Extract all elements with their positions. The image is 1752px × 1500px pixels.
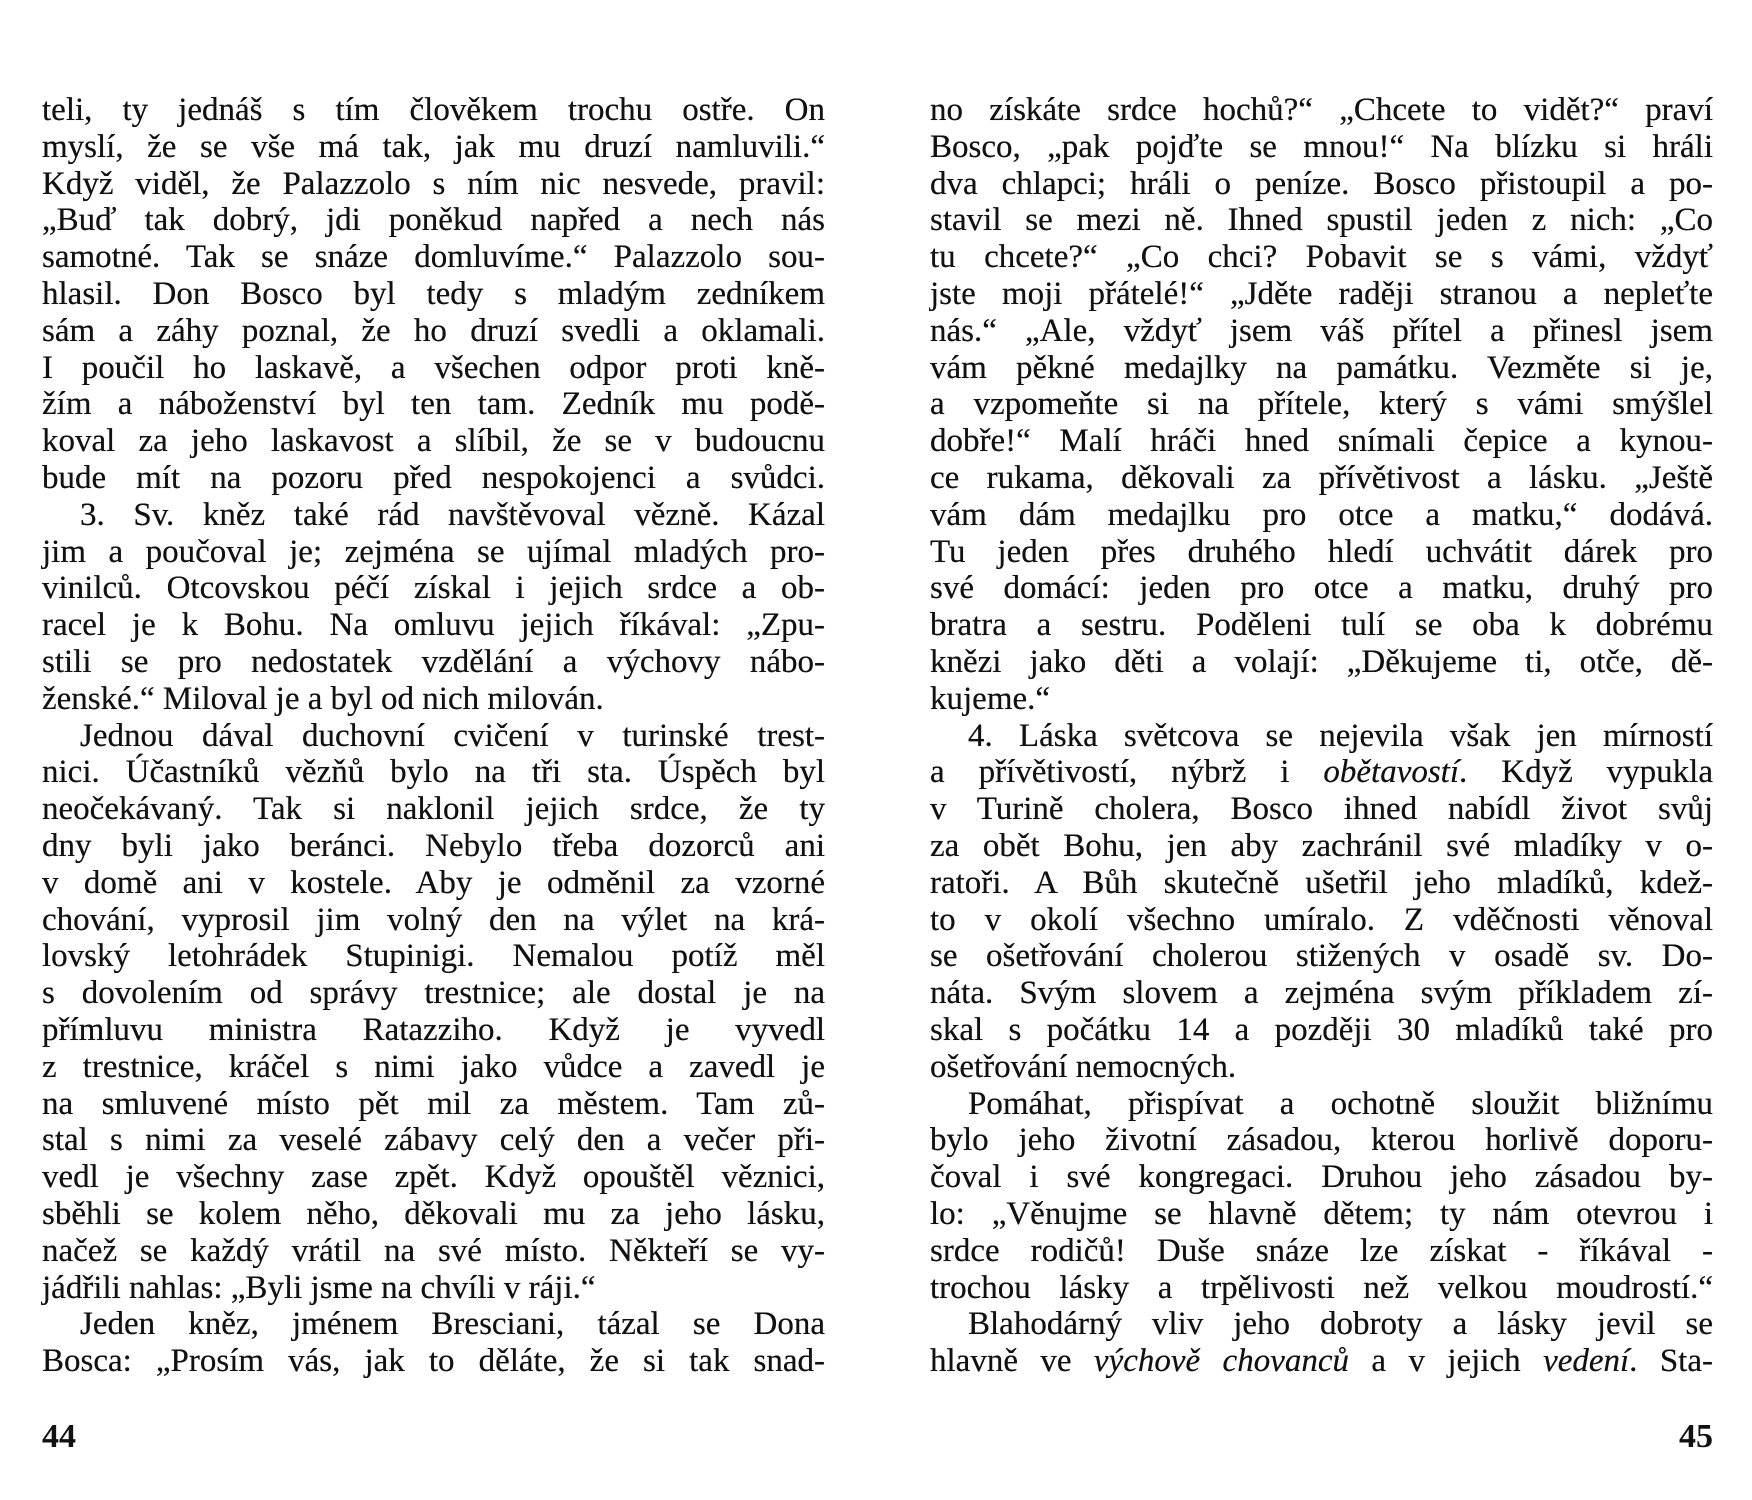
text-line: vedl je všechny zase zpět. Když opouštěl věznici, [42, 1159, 825, 1196]
text-line: neočekávaný. Tak si naklonil jejich srdce, že ty [42, 791, 825, 828]
text-line: ženské.“ Miloval je a byl od nich milován. [42, 680, 604, 717]
text-line: lo: „Věnujme se hlavně dětem; ty nám otevrou i [930, 1195, 1713, 1232]
text-line: stavil se mezi ně. Ihned spustil jeden z nich: „Co [930, 202, 1713, 239]
text-line: myslí, že se vše má tak, jak mu druzí namluvili.“ [42, 128, 825, 165]
text-segment: hlavně ve [930, 1343, 1094, 1380]
text-line: racel je k Bohu. Na omluvu jejich říkával: „Zpu- [42, 607, 825, 644]
text-line: Bosca: „Prosím vás, jak to děláte, že si tak snad- [42, 1343, 825, 1380]
italic-text: vedení [1543, 1343, 1630, 1380]
text-line: 3. Sv. kněz také rád navštěvoval vězně. Kázal [80, 496, 825, 533]
text-line: kujeme.“ [930, 680, 1051, 717]
text-line: své domácí: jeden pro otce a matku, druhý pro [930, 570, 1713, 607]
text-line: ratoři. A Bůh skutečně ušetřil jeho mladíků, kdež- [930, 864, 1713, 901]
text-line: žím a náboženství byl ten tam. Zedník mu podě- [42, 386, 825, 423]
text-segment: a v jejich [1349, 1343, 1544, 1380]
text-line: skal s počátku 14 a později 30 mladíků také pro [930, 1011, 1713, 1048]
text-line: 4. Láska světcova se nejevila však jen mírností [968, 717, 1713, 754]
text-line: to v okolí všechno umíralo. Z vděčnosti věnoval [930, 901, 1713, 938]
text-line: dobře!“ Malí hráči hned snímali čepice a kynou- [930, 423, 1713, 460]
text-line: čoval i své kongregaci. Druhou jeho zásadou by- [930, 1159, 1713, 1196]
text-line: vám pěkné medajlky na památku. Vezměte si je, [930, 349, 1713, 386]
text-line: jádřili nahlas: „Byli jsme na chvíli v ráji.“ [42, 1269, 596, 1306]
text-line: Jednou dával duchovní cvičení v turinské trest- [80, 717, 825, 754]
text-line: v domě ani v kostele. Aby je odměnil za vzorné [42, 864, 825, 901]
text-line: stili se pro nedostatek vzdělání a výchovy nábo- [42, 643, 825, 680]
text-line: srdce rodičů! Duše snáze lze získat - říkával - [930, 1232, 1713, 1269]
text-line: a vzpomeňte si na přítele, který s vámi smýšlel [930, 386, 1713, 423]
text-line: bylo jeho životní zásadou, kterou horlivě doporu- [930, 1122, 1713, 1159]
text-line: samotné. Tak se snáze domluvíme.“ Palazzolo sou- [42, 239, 825, 276]
text-line: vinilců. Otcovskou péčí získal i jejich srdce a ob- [42, 570, 825, 607]
text-line: ce rukama, děkovali za přívětivost a lásku. „Ještě [930, 459, 1713, 496]
text-line: nici. Účastníků vězňů bylo na tři sta. Úspěch byl [42, 754, 825, 791]
text-line: Bosco, „pak pojďte se mnou!“ Na blízku si hráli [930, 128, 1713, 165]
text-line: načež se každý vrátil na své místo. Někteří se vy- [42, 1232, 825, 1269]
page-number-left: 44 [42, 1418, 76, 1455]
text-line: Jeden kněz, jménem Bresciani, tázal se Dona [80, 1306, 825, 1343]
text-line: v Turině cholera, Bosco ihned nabídl život svůj [930, 791, 1713, 828]
text-line: na smluvené místo pět mil za městem. Tam zů- [42, 1085, 825, 1122]
text-line: Pomáhat, přispívat a ochotně sloužit bližnímu [968, 1085, 1713, 1122]
text-line [930, 754, 1713, 791]
italic-text: výchově chovanců [1093, 1343, 1349, 1380]
text-line: bude mít na pozoru před nespokojenci a svůdci. [42, 459, 825, 496]
page-number-right: 45 [1679, 1418, 1713, 1455]
text-line: vám dám medajlku pro otce a matku,“ dodává. [930, 496, 1713, 533]
text-line: tu chcete?“ „Co chci? Pobavit se s vámi, vždyť [930, 239, 1713, 276]
text-line: s dovolením od správy trestnice; ale dostal je na [42, 975, 825, 1012]
text-line [930, 1343, 1713, 1380]
text-line: I poučil ho laskavě, a všechen odpor proti kně- [42, 349, 825, 386]
text-line: stal s nimi za veselé zábavy celý den a večer při- [42, 1122, 825, 1159]
text-line: Blahodárný vliv jeho dobroty a lásky jevil se [968, 1306, 1713, 1343]
text-line: bratra a sestru. Poděleni tulí se oba k dobrému [930, 607, 1713, 644]
text-line: se ošetřování cholerou stižených v osadě sv. Do- [930, 938, 1713, 975]
italic-text: obětavostí [1323, 754, 1460, 791]
right-page-text [930, 92, 1713, 1380]
text-line: Tu jeden přes druhého hledí uchvátit dárek pro [930, 533, 1713, 570]
text-segment: . Když vypukla [1459, 754, 1713, 791]
text-line: jim a poučoval je; zejména se ujímal mladých pro- [42, 533, 825, 570]
text-line: náta. Svým slovem a zejména svým příkladem zí- [930, 975, 1713, 1012]
text-line: no získáte srdce hochů?“ „Chcete to vidět?“ praví [930, 92, 1713, 128]
text-line: dny byli jako beránci. Nebylo třeba dozorců ani [42, 827, 825, 864]
text-line: trochou lásky a trpělivosti než velkou moudrostí.“ [930, 1269, 1713, 1306]
text-line: teli, ty jednáš s tím člověkem trochu ostře. On [42, 92, 825, 128]
text-line: z trestnice, kráčel s nimi jako vůdce a zavedl je [42, 1048, 825, 1085]
text-line: Když viděl, že Palazzolo s ním nic nesvede, pravil: [42, 165, 825, 202]
text-line: knězi jako děti a volají: „Děkujeme ti, otče, dě- [930, 643, 1713, 680]
text-line: hlasil. Don Bosco byl tedy s mladým zedníkem [42, 275, 825, 312]
text-line: „Buď tak dobrý, jdi poněkud napřed a nech nás [42, 202, 825, 239]
text-line: koval za jeho laskavost a slíbil, že se v budoucnu [42, 423, 825, 460]
text-segment: . Sta- [1629, 1343, 1713, 1380]
text-segment: a přívětivostí, nýbrž i [930, 754, 1324, 791]
text-line: lovský letohrádek Stupinigi. Nemalou potíž měl [42, 938, 825, 975]
text-line: jste moji přátelé!“ „Jděte raději stranou a nepleťte [930, 275, 1713, 312]
text-line: sám a záhy poznal, že ho druzí svedli a oklamali. [42, 312, 825, 349]
text-line: chování, vyprosil jim volný den na výlet na krá- [42, 901, 825, 938]
text-line: nás.“ „Ale, vždyť jsem váš přítel a přinesl jsem [930, 312, 1713, 349]
text-line: dva chlapci; hráli o peníze. Bosco přistoupil a po- [930, 165, 1713, 202]
text-line: sběhli se kolem něho, děkovali mu za jeho lásku, [42, 1195, 825, 1232]
text-line: přímluvu ministra Ratazziho. Když je vyvedl [42, 1011, 825, 1048]
text-line: ošetřování nemocných. [930, 1048, 1237, 1085]
left-page-text [42, 92, 825, 1380]
text-line: za obět Bohu, jen aby zachránil své mladíky v o- [930, 827, 1713, 864]
